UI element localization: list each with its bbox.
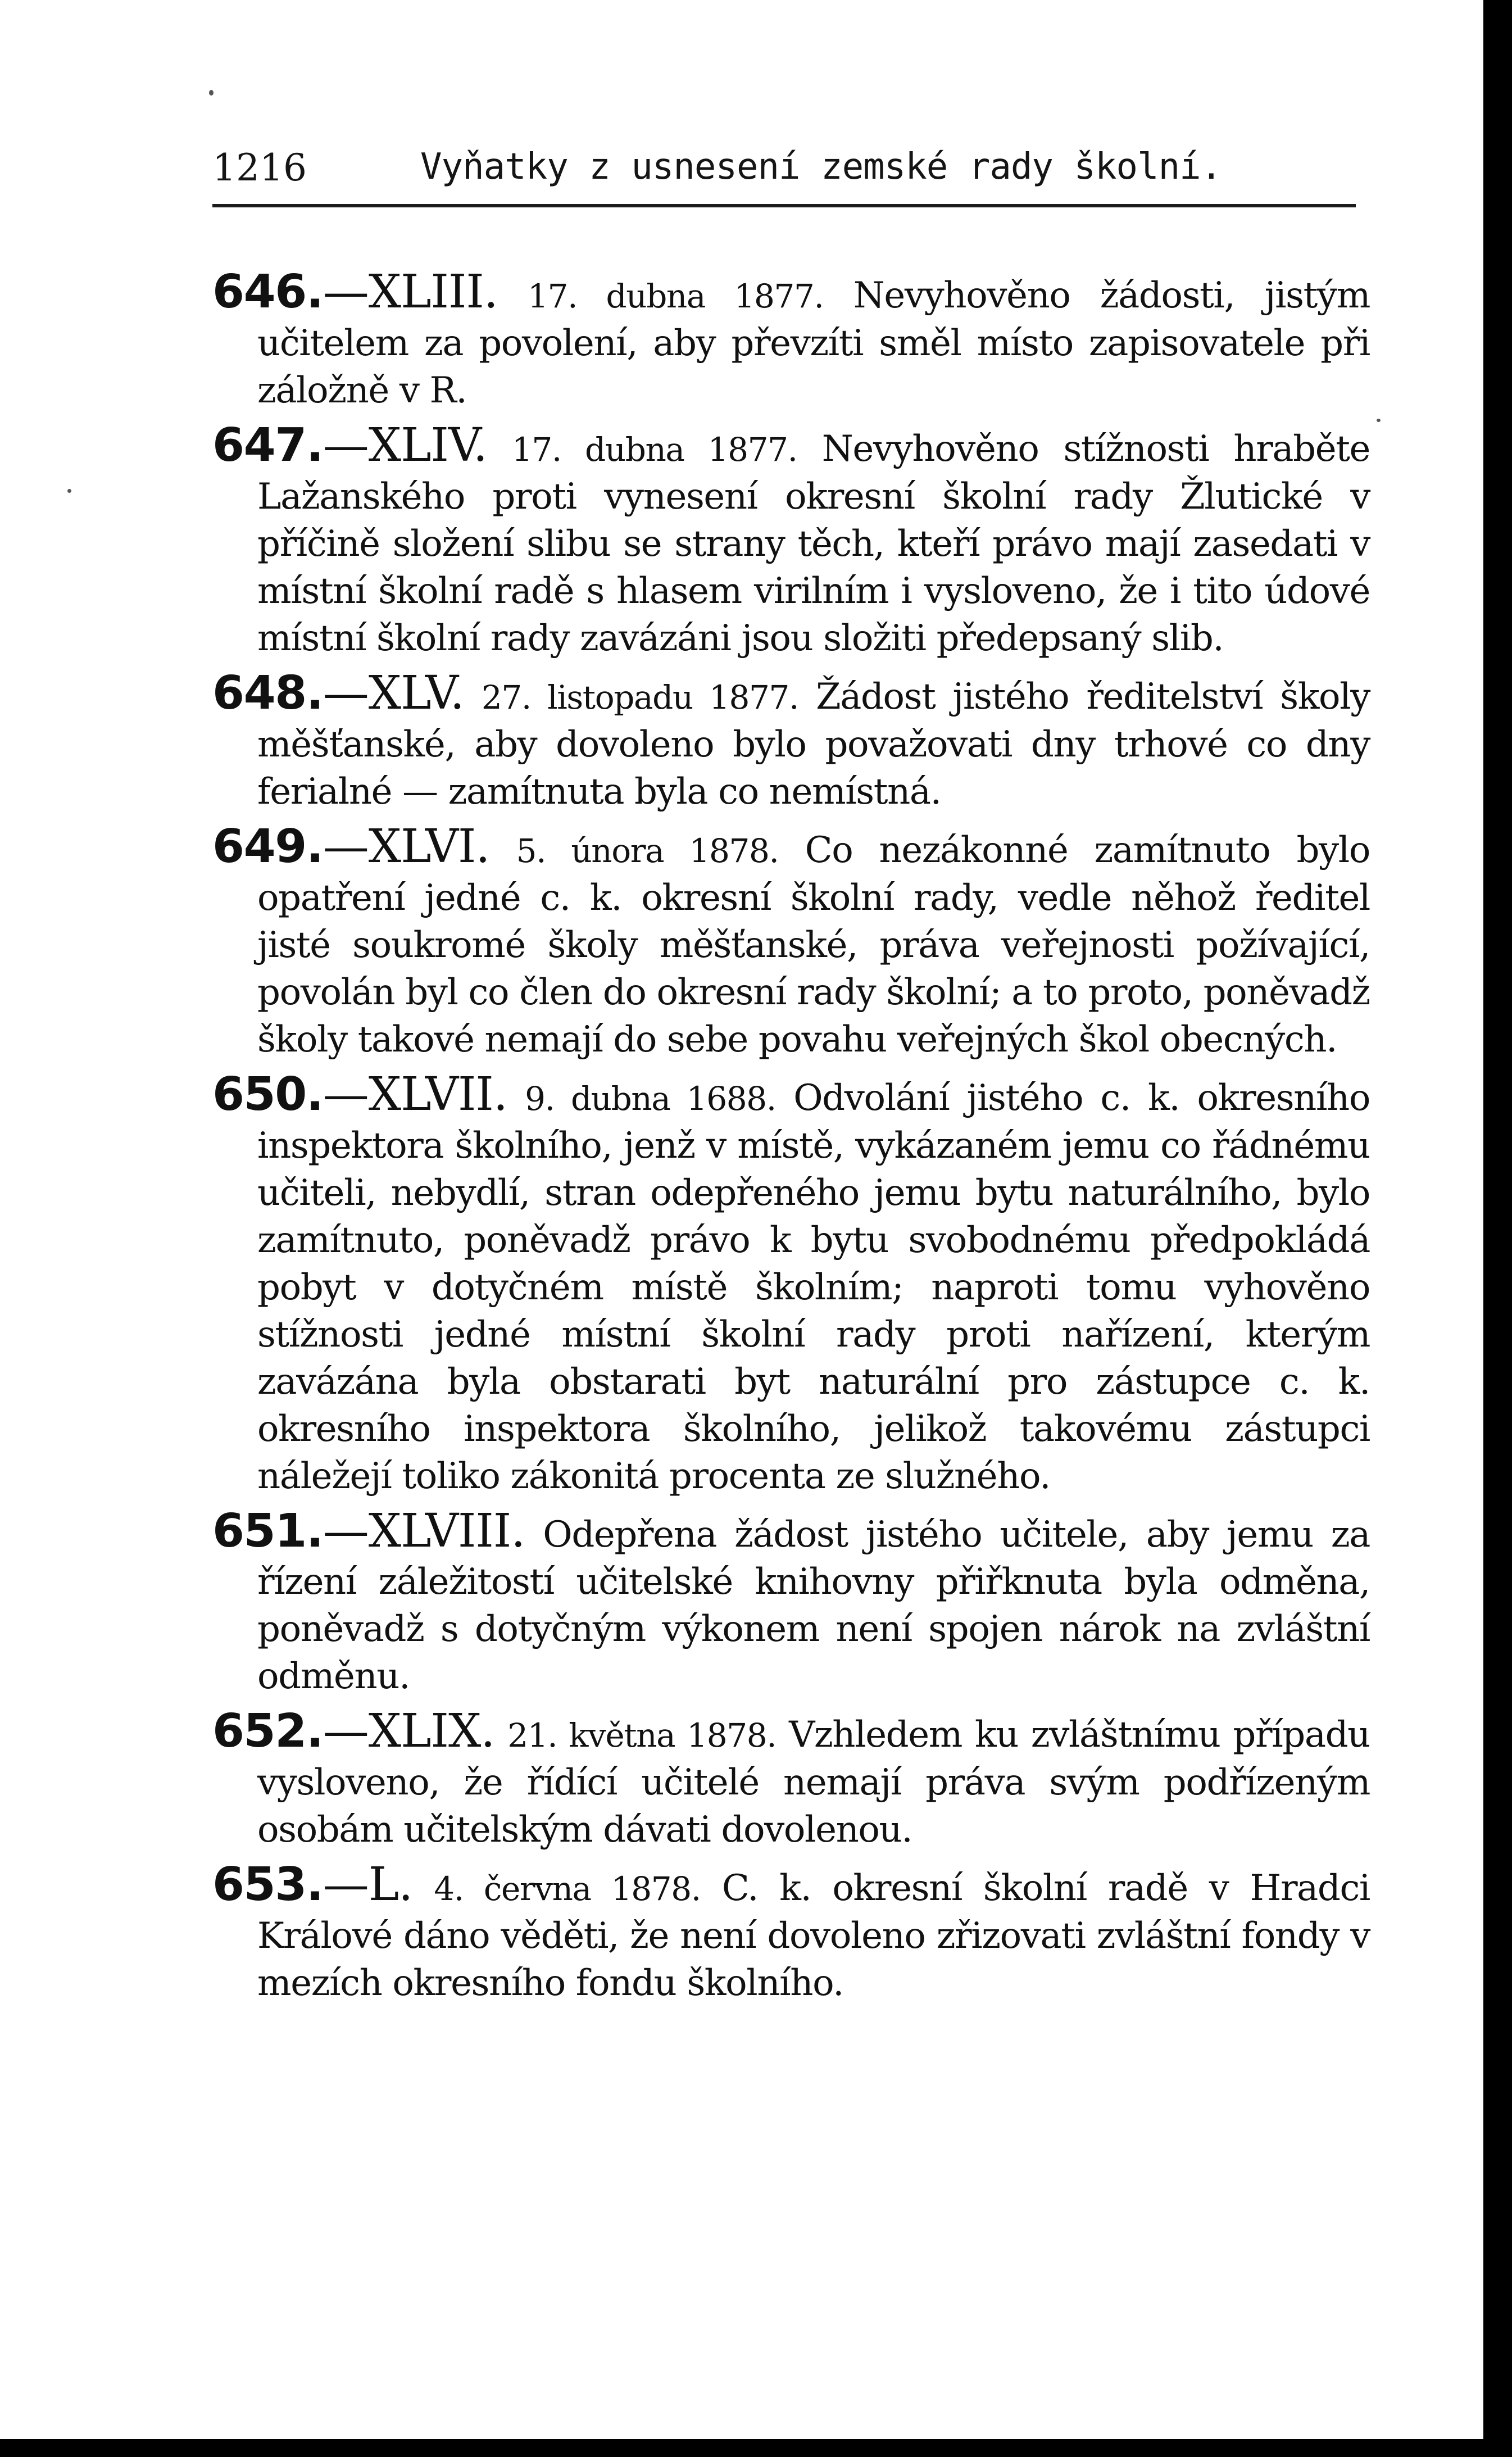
resolution-entry (212, 1858, 1370, 2007)
entry-number: 649. (212, 820, 323, 873)
entry-date: 17. dubna 1877. (511, 430, 797, 469)
entry-number: 651. (212, 1504, 323, 1558)
entry-text: Vzhledem ku zvláštnímu případu vysloveno, že řídící učitelé nemají práva svým podřízeným osobám učitelským dávati dovolenou. (257, 1714, 1370, 1851)
running-title: Vyňatky z usnesení zemské rady školní. (420, 146, 1222, 188)
page-header (212, 140, 1356, 194)
entry-number: 646. (212, 265, 323, 319)
entry-text: Nevyhověno žádosti, jistým učitelem za povolení, aby převzíti směl místo zapisovatele při záložně v R. (257, 275, 1370, 411)
entry-roman-numeral: —XLVI. (323, 820, 490, 873)
entry-date: 9. dubna 1688. (525, 1080, 776, 1118)
entry-number: 647. (212, 419, 323, 472)
entry-text: C. k. okresní školní radě v Hradci Králové dáno věděti, že není dovoleno zřizovati zvláštní fondy v mezích okresního fondu školního. (257, 1867, 1370, 2004)
resolution-entry (212, 419, 1370, 662)
entry-number: 652. (212, 1705, 323, 1758)
entry-text: Nevyhověno stížnosti hraběte Lažanského proti vynesení okresní školní rady Žlutické v příčině složení slibu se strany těch, kteří právo mají zasedati v místní školní radě s hlasem virilním i vysloveno, že i tito údové místní školní rady zavázáni jsou složiti předepsaný slib. (257, 428, 1370, 659)
entry-roman-numeral: —XLIII. (323, 265, 498, 319)
entry-roman-numeral: —XLIV. (323, 419, 487, 472)
resolution-entry (212, 667, 1370, 815)
entry-number: 653. (212, 1858, 323, 1911)
resolution-entry (212, 820, 1370, 1063)
entry-date: 4. června 1878. (434, 1870, 701, 1908)
entry-text: Odvolání jistého c. k. okresního inspektora školního, jenž v místě, vykázaném jemu co řádnému učiteli, nebydlí, stran odepřeného jemu bytu naturálního, bylo zamítnuto, poněvadž právo k bytu svobodnému předpokládá pobyt v dotyčném místě školním; naproti tomu vyhověno stížnosti jedné místní školní rady proti nařízení, kterým zavázána byla obstarati byt naturální pro zástupce c. k. okresního inspektora školního, jelikož takovému zástupci náležejí toliko zákonitá procenta ze služného. (257, 1077, 1370, 1497)
resolution-entry (212, 1504, 1370, 1700)
paper-speck (67, 489, 71, 493)
entry-date: 21. května 1878. (507, 1716, 777, 1755)
entry-number: 650. (212, 1068, 323, 1121)
resolution-entry (212, 1705, 1370, 1853)
resolution-list (212, 265, 1370, 2015)
paper-speck (1377, 419, 1381, 422)
entry-date: 27. listopadu 1877. (481, 678, 799, 717)
entry-number: 648. (212, 667, 323, 720)
entry-roman-numeral: —XLV. (323, 667, 464, 720)
entry-roman-numeral: —XLIX. (323, 1705, 495, 1758)
resolution-entry (212, 265, 1370, 414)
entry-date: 5. února 1878. (516, 832, 779, 870)
entry-text: Žádost jistého ředitelství školy měšťanské, aby dovoleno bylo považovati dny trhové co dny ferialné — zamítnuta byla co nemístná. (257, 676, 1370, 813)
resolution-entry (212, 1068, 1370, 1500)
entry-text: Odepřena žádost jistého učitele, aby jemu za řízení záležitostí učitelské knihovny přiřknuta byla odměna, poněvadž s dotyčným výkonem není spojen nárok na zvláštní odměnu. (257, 1514, 1370, 1697)
entry-text: Co nezákonné zamítnuto bylo opatření jedné c. k. okresní školní rady, vedle něhož ředitel jisté soukromé školy měšťanské, práva veřejnosti požívající, povolán byl co člen do okresní rady školní; a to proto, poněvadž školy takové nemají do sebe povahu veřejných škol obecných. (257, 829, 1370, 1060)
paper-speck (209, 90, 214, 96)
header-rule (212, 204, 1356, 207)
entry-roman-numeral: —XLVII. (323, 1068, 507, 1121)
entry-date: 17. dubna 1877. (528, 277, 824, 315)
page-number: 1216 (212, 146, 307, 189)
entry-roman-numeral: —L. (323, 1858, 413, 1911)
entry-roman-numeral: —XLVIII. (323, 1504, 525, 1558)
